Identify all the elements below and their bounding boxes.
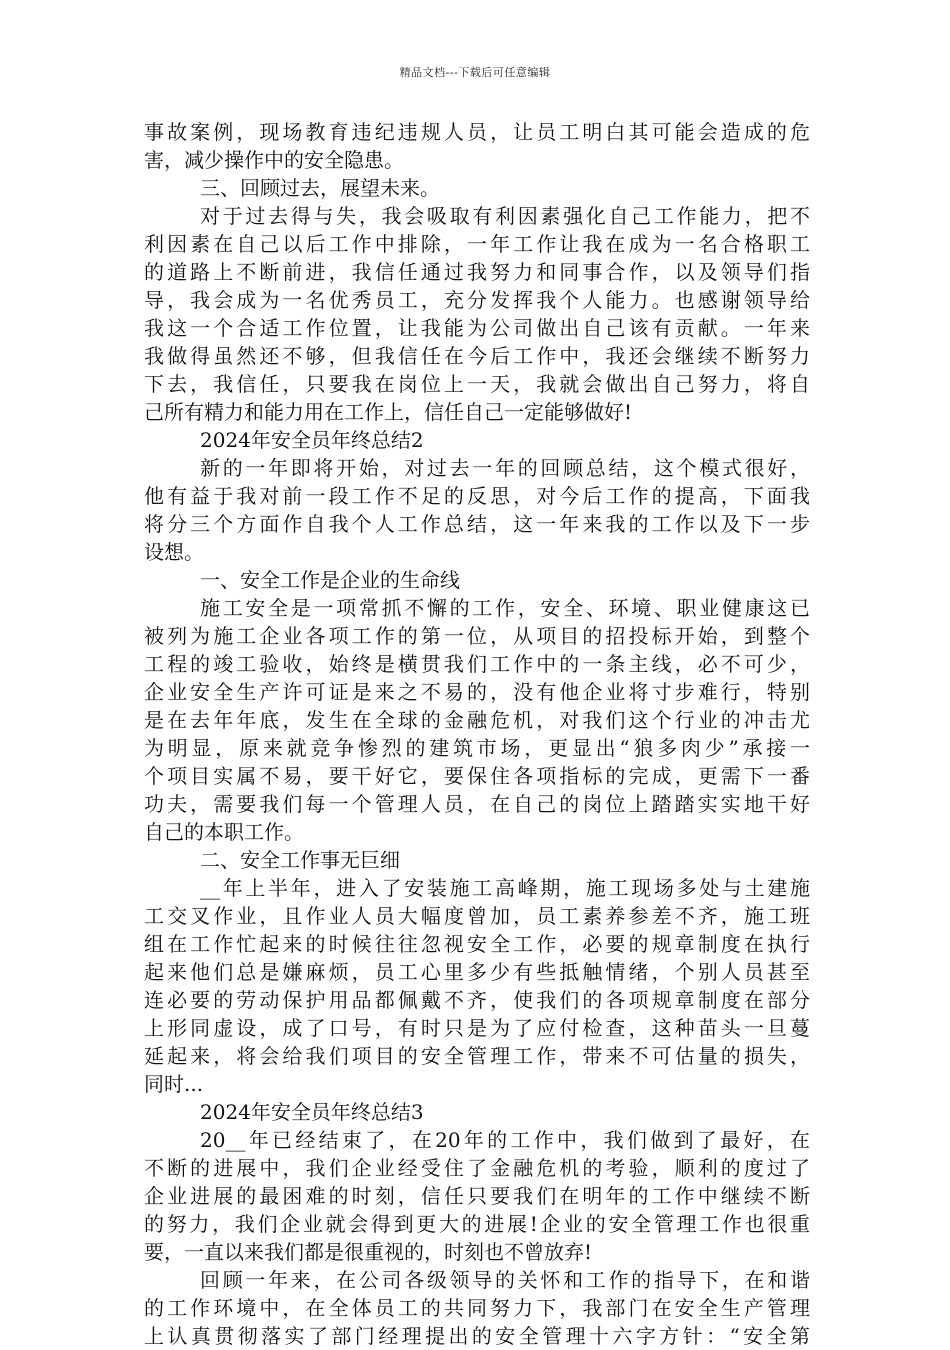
text-line: 组在工作忙起来的时候往往忽视安全工作，必要的规章制度在执行	[144, 932, 810, 956]
text-line: 是在去年年底，发生在全球的金融危机，对我们这个行业的冲击尤	[144, 708, 810, 732]
text-line: 事故案例，现场教育违纪违规人员，让员工明白其可能会造成的危	[144, 120, 810, 144]
text-line: 设想。	[144, 540, 204, 564]
text-line: 己所有精力和能力用在工作上，信任自己一定能够做好!	[144, 400, 633, 424]
text-line: 二、安全工作事无巨细	[200, 848, 400, 872]
text-line: 20__年已经结束了，在20年的工作中，我们做到了最好，在	[200, 1128, 810, 1152]
text-line: 利因素在自己以后工作中排除，一年工作让我在成为一名合格职工	[144, 232, 810, 256]
text-line: 延起来，将会给我们项目的安全管理工作，带来不可估量的损失，	[144, 1044, 810, 1068]
text-line: 的工作环境中，在全体员工的共同努力下，我部门在安全生产管理	[144, 1296, 810, 1320]
text-line: 2024年安全员年终总结2	[200, 428, 424, 452]
text-line: 企业进展的最困难的时刻，信任只要我们在明年的工作中继续不断	[144, 1184, 810, 1208]
text-line: 我这一个合适工作位置，让我能为公司做出自己该有贡献。一年来	[144, 316, 810, 340]
text-line: 连必要的劳动保护用品都佩戴不齐，使我们的各项规章制度在部分	[144, 988, 810, 1012]
text-line: 要，一直以来我们都是很重视的，时刻也不曾放弃!	[144, 1240, 593, 1264]
page-header: 精品文档---下载后可任意编辑	[399, 66, 551, 79]
text-line: 为明显，原来就竞争惨烈的建筑市场，更显出“狼多肉少”承接一	[144, 736, 810, 760]
text-line: 他有益于我对前一段工作不足的反思，对今后工作的提高，下面我	[144, 484, 810, 508]
text-line: 不断的进展中，我们企业经受住了金融危机的考验，顺利的度过了	[144, 1156, 810, 1180]
text-line: 上认真贯彻落实了部门经理提出的安全管理十六字方针：“安全第	[144, 1324, 810, 1348]
text-line: 被列为施工企业各项工作的第一位，从项目的招投标开始，到整个	[144, 624, 810, 648]
text-line: 对于过去得与失，我会吸取有利因素强化自己工作能力，把不	[200, 204, 810, 228]
text-line: 的努力，我们企业就会得到更大的进展!企业的安全管理工作也很重	[144, 1212, 810, 1236]
text-line: 回顾一年来，在公司各级领导的关怀和工作的指导下，在和谐	[200, 1268, 810, 1292]
text-line: 起来他们总是嫌麻烦，员工心里多少有些抵触情绪，个别人员甚至	[144, 960, 810, 984]
text-line: 工程的竣工验收，始终是横贯我们工作中的一条主线，必不可少，	[144, 652, 810, 676]
text-line: 将分三个方面作自我个人工作总结，这一年来我的工作以及下一步	[144, 512, 810, 536]
text-line: 2024年安全员年终总结3	[200, 1100, 424, 1124]
text-line: 的道路上不断前进，我信任通过我努力和同事合作，以及领导们指	[144, 260, 810, 284]
text-line: 三、回顾过去，展望未来。	[200, 176, 440, 200]
text-line: 工交叉作业，且作业人员大幅度曾加，员工素养参差不齐，施工班	[144, 904, 810, 928]
text-line: 功夫，需要我们每一个管理人员，在自己的岗位上踏踏实实地干好	[144, 792, 810, 816]
text-line: 新的一年即将开始，对过去一年的回顾总结，这个模式很好，	[200, 456, 810, 480]
text-line: 我做得虽然还不够，但我信任在今后工作中，我还会继续不断努力	[144, 344, 810, 368]
text-line: 导，我会成为一名优秀员工，充分发挥我个人能力。也感谢领导给	[144, 288, 810, 312]
text-line: 下去，我信任，只要我在岗位上一天，我就会做出自己努力，将自	[144, 372, 810, 396]
text-line: 施工安全是一项常抓不懈的工作，安全、环境、职业健康这已	[200, 596, 810, 620]
text-line: 自己的本职工作。	[144, 820, 304, 844]
text-line: 害，减少操作中的安全隐患。	[144, 148, 404, 172]
text-line: 上形同虚设，成了口号，有时只是为了应付检查，这种苗头一旦蔓	[144, 1016, 810, 1040]
text-line: 同时...	[144, 1072, 204, 1096]
document-body	[144, 118, 810, 1350]
text-line: 个项目实属不易，要干好它，要保住各项指标的完成，更需下一番	[144, 764, 810, 788]
text-line: 企业安全生产许可证是来之不易的，没有他企业将寸步难行，特别	[144, 680, 810, 704]
text-line: 一、安全工作是企业的生命线	[200, 568, 460, 592]
text-line: __年上半年，进入了安装施工高峰期，施工现场多处与土建施	[200, 876, 810, 900]
